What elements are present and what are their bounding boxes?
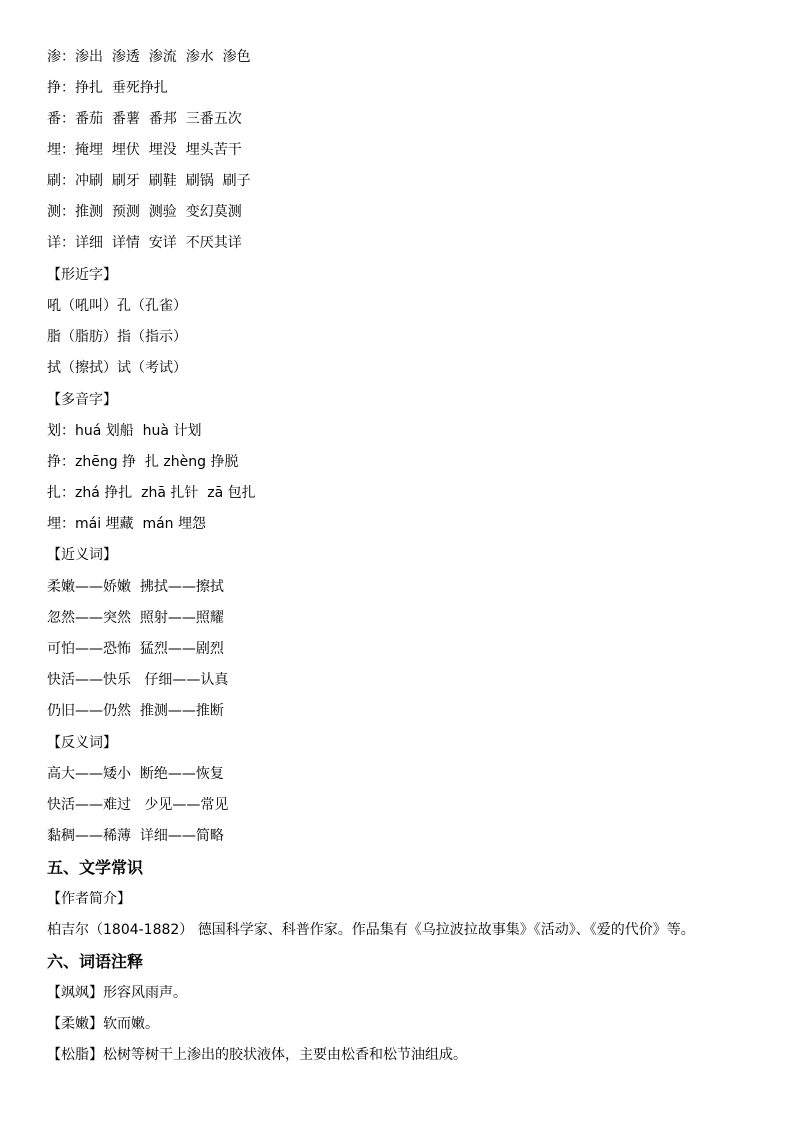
fanyi-line: 快活——难过 少见——常见	[47, 797, 229, 813]
word-line: 埋：掩埋 埋伏 埋没 埋头苦干	[47, 142, 242, 158]
xingjin-line: 脂（脂肪）指（指示）	[47, 329, 187, 345]
section-6-title: 六、词语注释	[47, 952, 144, 971]
jinyi-line: 忽然——突然 照射——照耀	[47, 610, 224, 626]
xingjin-line: 吼（吼叫）孔（孔雀）	[47, 298, 187, 314]
author-text: 柏吉尔（1804-1882） 德国科学家、科普作家。作品集有《乌拉波拉故事集》《活动》、《爱的代价》等。	[47, 922, 695, 938]
word-line: 挣：挣扎 垂死挣扎	[47, 80, 168, 96]
note-line: 【松脂】松树等树干上渗出的胶状液体，主要由松香和松节油组成。	[47, 1047, 467, 1063]
author-heading: 【作者简介】	[47, 891, 131, 907]
xingjin-line: 拭（擦拭）试（考试）	[47, 360, 187, 376]
word-line: 详：详细 详情 安详 不厌其详	[47, 235, 242, 251]
note-line: 【飒飒】形容风雨声。	[47, 985, 187, 1001]
duoyin-heading: 【多音字】	[47, 392, 117, 408]
jinyi-heading: 【近义词】	[47, 547, 117, 563]
duoyin-line: 挣：zhēng 挣 扎 zhèng 挣脱	[47, 454, 239, 470]
jinyi-line: 柔嫩——娇嫩 拂拭——擦拭	[47, 579, 224, 595]
word-line: 刷：冲刷 刷牙 刷鞋 刷锅 刷子	[47, 173, 251, 189]
jinyi-line: 可怕——恐怖 猛烈——剧烈	[47, 641, 224, 657]
duoyin-line: 划：huá 划船 huà 计划	[47, 423, 202, 439]
xingjin-heading: 【形近字】	[47, 267, 117, 283]
duoyin-line: 扎：zhá 挣扎 zhā 扎针 zā 包扎	[47, 485, 256, 501]
note-line: 【柔嫩】软而嫩。	[47, 1016, 159, 1032]
word-line: 番：番茄 番薯 番邦 三番五次	[47, 111, 242, 127]
jinyi-line: 快活——快乐 仔细——认真	[47, 672, 229, 688]
duoyin-line: 埋：mái 埋藏 mán 埋怨	[47, 516, 206, 532]
word-line: 渗：渗出 渗透 渗流 渗水 渗色	[47, 49, 251, 65]
word-line: 测：推测 预测 测验 变幻莫测	[47, 204, 242, 220]
fanyi-line: 黏稠——稀薄 详细——简略	[47, 828, 224, 844]
fanyi-heading: 【反义词】	[47, 735, 117, 751]
section-5-title: 五、文学常识	[47, 858, 144, 877]
jinyi-line: 仍旧——仍然 推测——推断	[47, 703, 224, 719]
fanyi-line: 高大——矮小 断绝——恢复	[47, 766, 224, 782]
